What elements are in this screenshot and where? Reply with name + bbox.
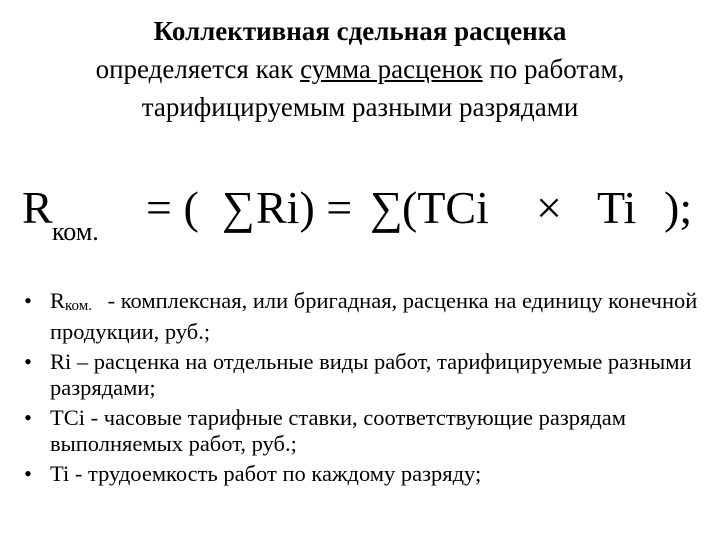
formula-r: R — [22, 182, 53, 233]
bullet-dot: • — [24, 405, 32, 430]
formula-tci: (TCi — [402, 182, 489, 233]
title-line-1: Коллективная сдельная расценка — [153, 16, 567, 46]
formula-r-subscript: ком. — [52, 217, 99, 246]
bullet-dot: • — [24, 461, 32, 486]
list-item — [20, 349, 710, 401]
bullet-symbol: R — [50, 288, 66, 313]
formula — [22, 180, 712, 246]
bullet-symbol-subscript: ком. — [65, 298, 92, 314]
slide-title — [0, 12, 720, 126]
list-item — [20, 405, 710, 457]
bullet-symbol: Ri — [50, 349, 72, 374]
bullet-dot: • — [24, 288, 32, 313]
title-line-3: тарифицируемым разными разрядами — [141, 92, 579, 122]
title-line-2-start: определяется как — [95, 54, 301, 84]
formula-times: × — [536, 182, 562, 233]
bullet-text: - трудоемкость работ по каждому разряду; — [69, 461, 482, 486]
formula-sum-2: ∑ — [370, 182, 403, 233]
formula-ri: Ri) = — [256, 182, 353, 233]
bullet-text: – расценка на отдельные виды работ, тарифицируемые разными разрядами; — [50, 349, 692, 400]
bullet-symbol: TCi — [50, 405, 86, 430]
bullet-text: - часовые тарифные ставки, соответствующие разрядам выполняемых работ, руб.; — [50, 405, 627, 456]
list-item — [20, 288, 710, 345]
title-line-2 — [0, 50, 720, 88]
title-underlined-phrase: сумма расценок — [300, 54, 483, 84]
bullet-dot: • — [24, 349, 32, 374]
bullet-symbol: Ti — [50, 461, 70, 486]
title-line-2-end: по работам, — [482, 54, 625, 84]
formula-ti: Ti — [597, 182, 637, 233]
formula-close: ); — [664, 182, 693, 233]
formula-sum-1: ∑ — [222, 182, 255, 233]
definitions-list — [20, 288, 710, 491]
formula-equals-open: = ( — [146, 182, 199, 233]
bullet-text: - комплексная, или бригадная, расценка на единицу конечной продукции, руб.; — [50, 288, 698, 344]
list-item — [20, 461, 710, 487]
